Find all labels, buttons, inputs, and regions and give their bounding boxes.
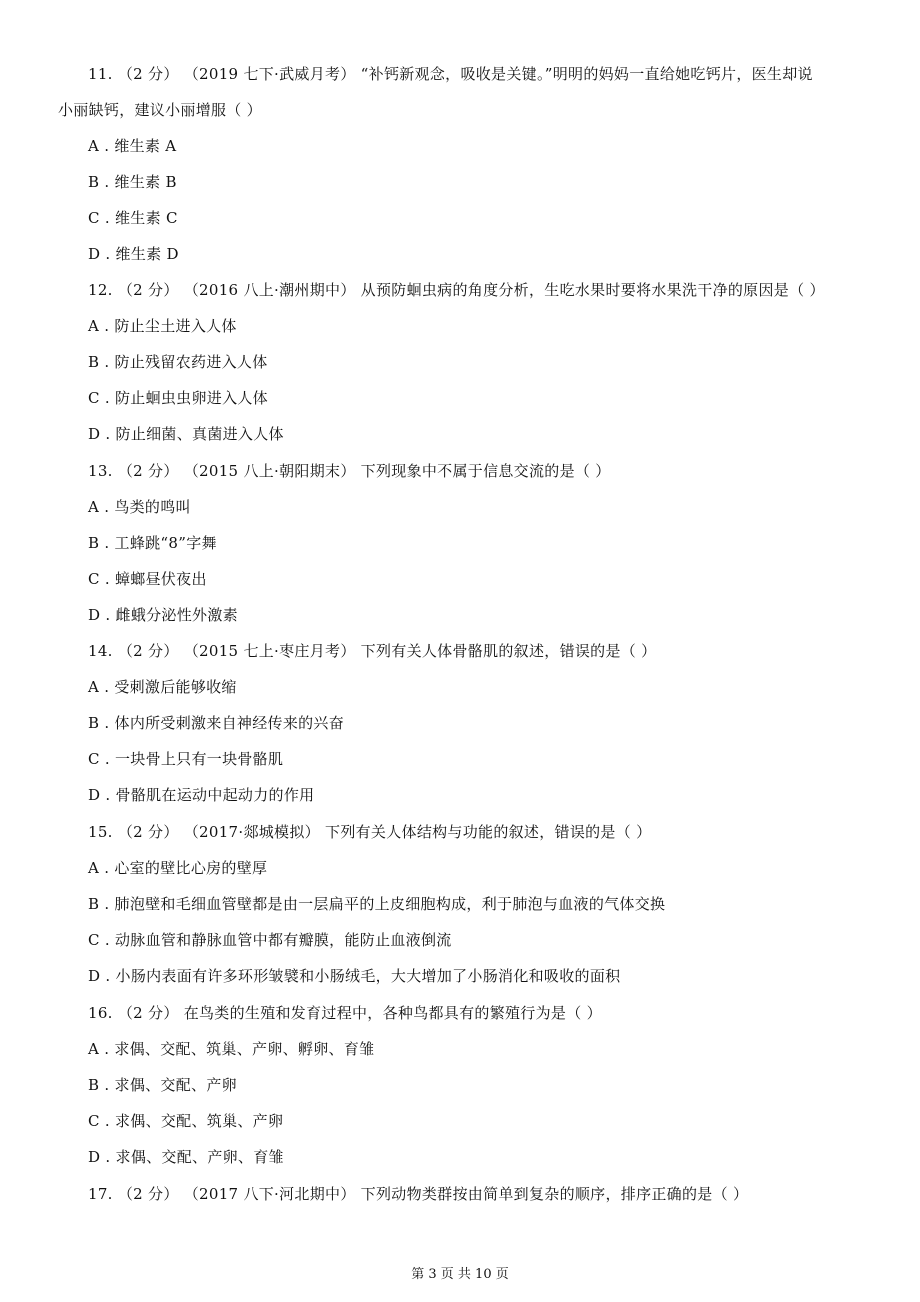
question-12-option-b: B . 防止残留农药进入人体 bbox=[88, 353, 268, 371]
question-11-option-a: A . 维生素 A bbox=[88, 137, 177, 155]
question-16-option-d: D . 求偶、交配、产卵、育雏 bbox=[88, 1148, 284, 1166]
question-16-option-a: A . 求偶、交配、筑巢、产卵、孵卵、育雏 bbox=[88, 1040, 375, 1058]
question-17-stem: 17. （2 分） （2017 八下·河北期中） 下列动物类群按由简单到复杂的顺序，排序正确的是（ ） bbox=[88, 1185, 749, 1203]
question-11-stem: 11. （2 分） （2019 七下·武威月考） “补钙新观念，吸收是关键。”明明的妈妈一直给她吃钙片，医生却说 bbox=[88, 65, 813, 83]
question-16-option-b: B . 求偶、交配、产卵 bbox=[88, 1076, 237, 1094]
question-13-option-a: A . 鸟类的鸣叫 bbox=[88, 498, 191, 516]
question-13-option-c: C . 蟑螂昼伏夜出 bbox=[88, 570, 207, 588]
question-15-option-a: A . 心室的壁比心房的壁厚 bbox=[88, 859, 268, 877]
question-13-option-d: D . 雌蛾分泌性外激素 bbox=[88, 606, 238, 624]
question-15-option-b: B . 肺泡壁和毛细血管壁都是由一层扁平的上皮细胞构成，利于肺泡与血液的气体交换 bbox=[88, 895, 666, 913]
question-11-option-c: C . 维生素 C bbox=[88, 209, 178, 227]
question-14-option-c: C . 一块骨上只有一块骨骼肌 bbox=[88, 750, 284, 768]
question-14-stem: 14. （2 分） （2015 七上·枣庄月考） 下列有关人体骨骼肌的叙述，错误的是（ ） bbox=[88, 642, 657, 660]
page-footer: 第 3 页 共 10 页 bbox=[411, 1267, 509, 1282]
question-16-option-c: C . 求偶、交配、筑巢、产卵 bbox=[88, 1112, 284, 1130]
question-11-stem-continued: 小丽缺钙，建议小丽增服（ ） bbox=[58, 101, 262, 119]
question-14-option-b: B . 体内所受刺激来自神经传来的兴奋 bbox=[88, 714, 345, 732]
question-13-stem: 13. （2 分） （2015 八上·朝阳期末） 下列现象中不属于信息交流的是（ ） bbox=[88, 462, 611, 480]
question-15-option-d: D . 小肠内表面有许多环形皱襞和小肠绒毛，大大增加了小肠消化和吸收的面积 bbox=[88, 967, 621, 985]
question-12-stem: 12. （2 分） （2016 八上·潮州期中） 从预防蛔虫病的角度分析，生吃水果时要将水果洗干净的原因是（ ） bbox=[88, 281, 825, 299]
question-11-option-d: D . 维生素 D bbox=[88, 245, 179, 263]
question-14-option-d: D . 骨骼肌在运动中起动力的作用 bbox=[88, 786, 315, 804]
question-12-option-c: C . 防止蛔虫虫卵进入人体 bbox=[88, 389, 268, 407]
question-15-option-c: C . 动脉血管和静脉血管中都有瓣膜，能防止血液倒流 bbox=[88, 931, 452, 949]
question-11-option-b: B . 维生素 B bbox=[88, 173, 177, 191]
question-14-option-a: A . 受刺激后能够收缩 bbox=[88, 678, 237, 696]
question-16-stem: 16. （2 分） 在鸟类的生殖和发育过程中，各种鸟都具有的繁殖行为是（ ） bbox=[88, 1004, 602, 1022]
question-12-option-d: D . 防止细菌、真菌进入人体 bbox=[88, 425, 284, 443]
question-13-option-b: B . 工蜂跳“8”字舞 bbox=[88, 534, 217, 552]
question-15-stem: 15. （2 分） （2017·郯城模拟） 下列有关人体结构与功能的叙述，错误的是（ ） bbox=[88, 823, 652, 841]
question-12-option-a: A . 防止尘土进入人体 bbox=[88, 317, 237, 335]
